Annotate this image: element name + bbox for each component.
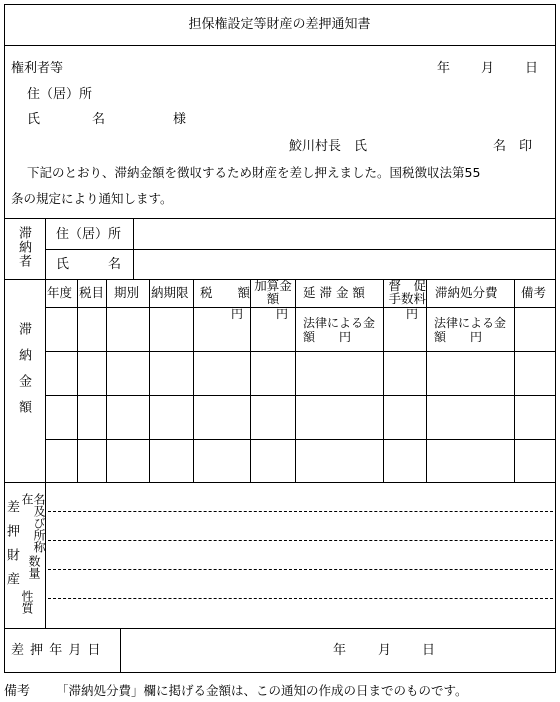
note-label: 備考 <box>4 684 31 699</box>
amount-col-0 <box>45 279 46 482</box>
section-divider-1 <box>4 218 555 219</box>
frame-bottom <box>4 672 555 673</box>
header-tax-amount: 税 額 <box>200 285 251 300</box>
header-tax-item: 税目 <box>79 285 105 300</box>
amount-row-divider-3 <box>45 439 555 440</box>
addressee-address-label: 住（居）所 <box>27 87 93 102</box>
unit-dunning-fee: 円 <box>406 307 419 321</box>
unit-additional-tax: 円 <box>276 307 289 321</box>
section-divider-3 <box>4 482 555 483</box>
issuer-seal: 名 印 <box>493 139 533 154</box>
amount-col-2 <box>106 279 107 482</box>
addressee-label: 権利者等 <box>11 61 64 76</box>
issuer-title: 鮫川村長 氏 <box>289 139 368 154</box>
seizure-day: 日 <box>422 643 436 658</box>
addressee-honorific: 様 <box>173 112 187 127</box>
unit-tax-amount: 円 <box>231 307 244 321</box>
addressee-name-label: 氏 名 <box>27 112 106 127</box>
property-dash-1 <box>48 511 553 512</box>
property-dash-3 <box>48 569 553 570</box>
delinquent-label: 滞納者 <box>16 226 31 268</box>
amount-col-8 <box>426 279 427 482</box>
title-divider <box>4 45 555 46</box>
property-dash-2 <box>48 540 553 541</box>
amount-col-6 <box>295 279 296 482</box>
body-text-line-1: 下記のとおり、滞納金額を徴収するため財産を差し押えました。国税徴収法第55 <box>27 165 481 180</box>
property-dash-4 <box>48 598 553 599</box>
date-month: 月 <box>481 61 495 76</box>
amount-header-divider <box>45 307 555 308</box>
document-title: 担保権設定等財産の差押通知書 <box>188 17 371 32</box>
header-dunning-fee: 督 促手数料 <box>388 278 426 306</box>
amount-section-label: 滞納金額 <box>16 322 31 426</box>
seizure-month: 月 <box>378 643 392 658</box>
header-delinquency-charge: 延 滞 金 額 <box>303 285 365 300</box>
header-due-date: 納期限 <box>151 285 189 300</box>
amount-col-9 <box>514 279 515 482</box>
property-name-location-label: 名及び所称在 <box>20 493 46 553</box>
body-text-line-2: 条の規定により通知します。 <box>11 191 173 206</box>
delinquent-address-label: 住（居）所 <box>56 227 122 242</box>
property-quantity-label: 数量 <box>27 555 41 579</box>
date-day: 日 <box>525 61 539 76</box>
header-year: 年度 <box>47 285 73 300</box>
frame-right <box>555 4 556 673</box>
section-divider-4 <box>4 628 555 629</box>
header-additional-tax: 加算金額 <box>254 278 292 306</box>
header-disposition-cost: 滞納処分費 <box>435 285 498 300</box>
delinquent-row-divider <box>45 249 555 250</box>
note-text: 「滞納処分費」欄に掲げる金額は、この通知の作成の日までのものです。 <box>56 683 468 698</box>
date-year: 年 <box>437 61 451 76</box>
delinquent-name-label: 氏 名 <box>56 257 122 272</box>
amount-row-divider-1 <box>45 351 555 352</box>
property-nature-label: 性質 <box>20 590 34 614</box>
frame-top <box>4 4 555 5</box>
amount-col-7 <box>383 279 384 482</box>
amount-col-1 <box>77 279 78 482</box>
header-installment: 期別 <box>114 285 140 300</box>
seizure-date-label: 差 押 年 月 日 <box>11 643 102 658</box>
unit-disposition-cost: 法律による金額 円 <box>434 316 507 344</box>
seizure-year: 年 <box>333 643 347 658</box>
amount-col-5 <box>250 279 251 482</box>
unit-delinquency-charge: 法律による金額 円 <box>303 316 376 344</box>
property-section-label: 差押財産 <box>4 500 19 596</box>
amount-col-3 <box>149 279 150 482</box>
amount-row-divider-2 <box>45 395 555 396</box>
seizure-date-divider <box>120 628 121 672</box>
header-remarks: 備考 <box>521 285 547 300</box>
amount-col-4 <box>193 279 194 482</box>
